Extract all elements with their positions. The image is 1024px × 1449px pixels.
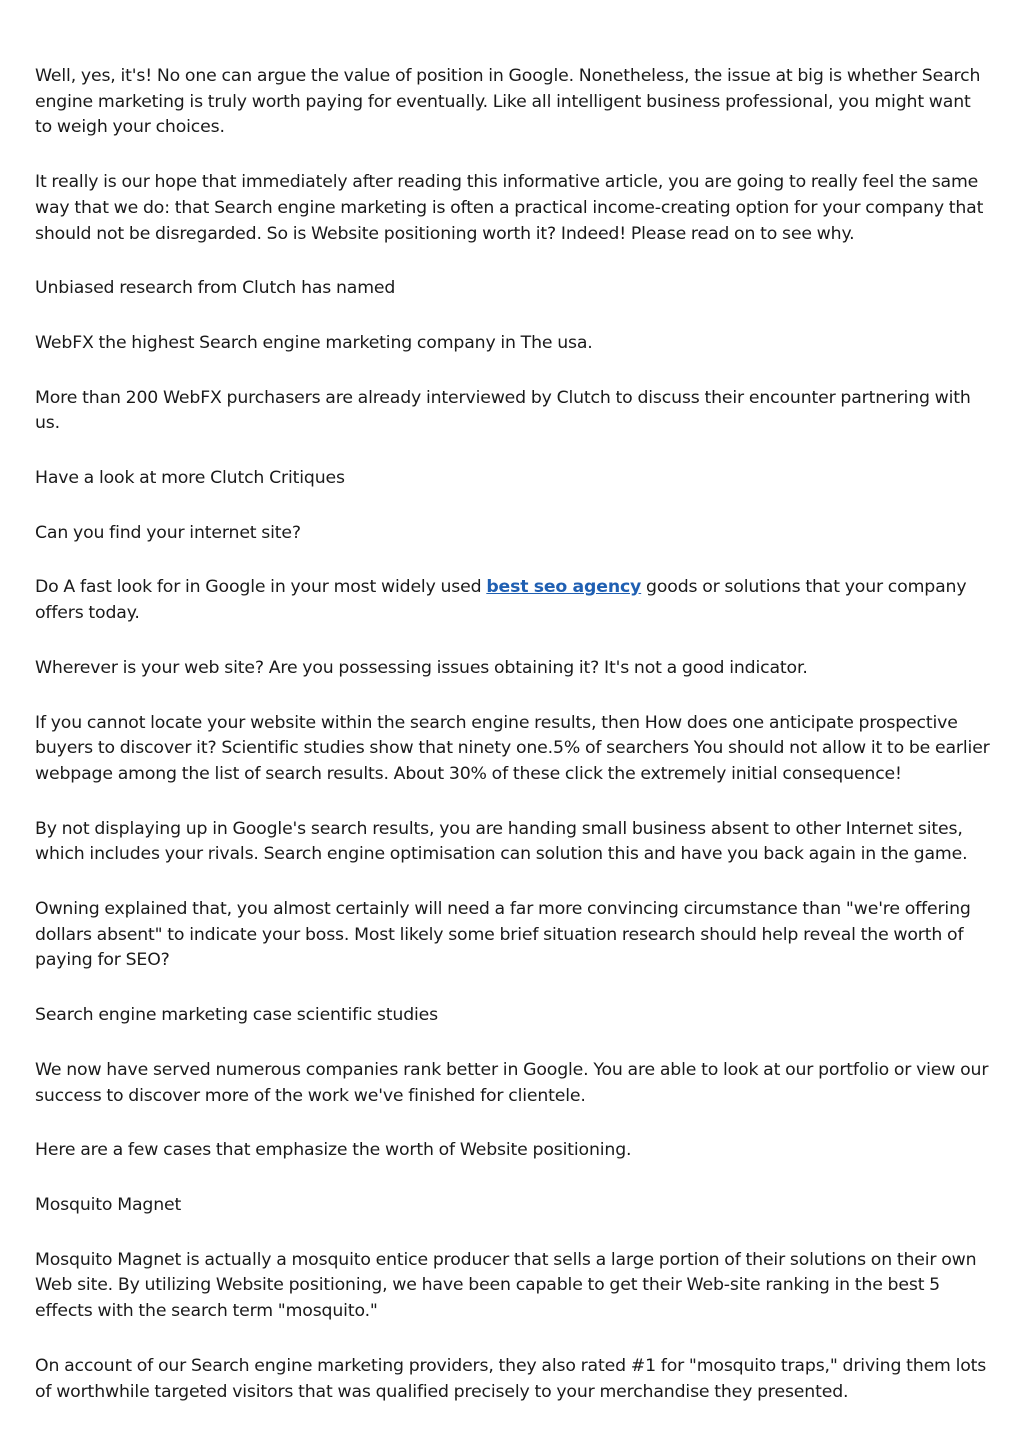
case-study-title: Mosquito Magnet [35,1194,182,1215]
paragraph: Here are a few cases that emphasize the worth of Website positioning. [35,1140,632,1161]
paragraph: By not displaying up in Google's search results, you are handing small business absent to other Internet sites, which includes your rivals. Search engine optimisation can solution this and have you back again in the game. [35,818,968,865]
paragraph: Can you find your internet site? [35,522,301,543]
paragraph: Owning explained that, you almost certainly will need a far more convincing circumstance than "we're offering dollars absent" to indicate your boss. Most likely some brief situation research should help reveal the worth of paying for SEO? [35,899,971,971]
section-heading: Search engine marketing case scientific studies [35,1005,438,1026]
paragraph: Wherever is your web site? Are you possessing issues obtaining it? It's not a good indicator. [35,657,808,678]
paragraph: Mosquito Magnet is actually a mosquito entice producer that sells a large portion of their solutions on their own Web site. By utilizing Website positioning, we have been capable to get their Web-site ranking in the best 5 effects with the search term "mosquito." [35,1249,977,1322]
paragraph: We now have served numerous companies rank better in Google. You are able to look at our portfolio or view our success to discover more of the work we've finished for clientele. [35,1059,989,1106]
paragraph: WebFX the highest Search engine marketing company in The usa. [35,332,593,353]
paragraph: It really is our hope that immediately after reading this informative article, you are going to really feel the same way that we do: that Search engine marketing is often a practical income-creating option for your company that should not be disregarded. So is Website positioning worth it? Indeed! Please read on to see why. [35,172,984,244]
paragraph: Have a look at more Clutch Critiques [35,468,345,489]
paragraph-with-link [35,575,990,626]
paragraph-text-after-link: goods or solutions that your company offers today. [35,577,967,624]
paragraph: If you cannot locate your website within the search engine results, then How does one anticipate prospective buyers to discover it? Scientific studies show that ninety one.5% of searchers You should not allow it to be earlier webpage among the list of search results. About 30% of these click the extremely initial consequence! [35,712,990,784]
paragraph: On account of our Search engine marketing providers, they also rated #1 for "mosquito traps," driving them lots of worthwhile targeted visitors that was qualified precisely to your merchandise they presented. [35,1355,987,1402]
paragraph-text-before-link: Do A fast look for in Google in your most widely used [35,577,487,598]
best-seo-agency-link[interactable]: best seo agency [486,577,642,598]
paragraph: More than 200 WebFX purchasers are already interviewed by Clutch to discuss their encounter partnering with us. [35,387,971,434]
paragraph: Well, yes, it's! No one can argue the value of position in Google. Nonetheless, the issue at big is whether Search engine marketing is truly worth paying for eventually. Like all intelligent business professional, you might want to weigh your choices. [35,66,981,138]
document-page [35,64,990,1434]
paragraph: Unbiased research from Clutch has named [35,278,396,299]
